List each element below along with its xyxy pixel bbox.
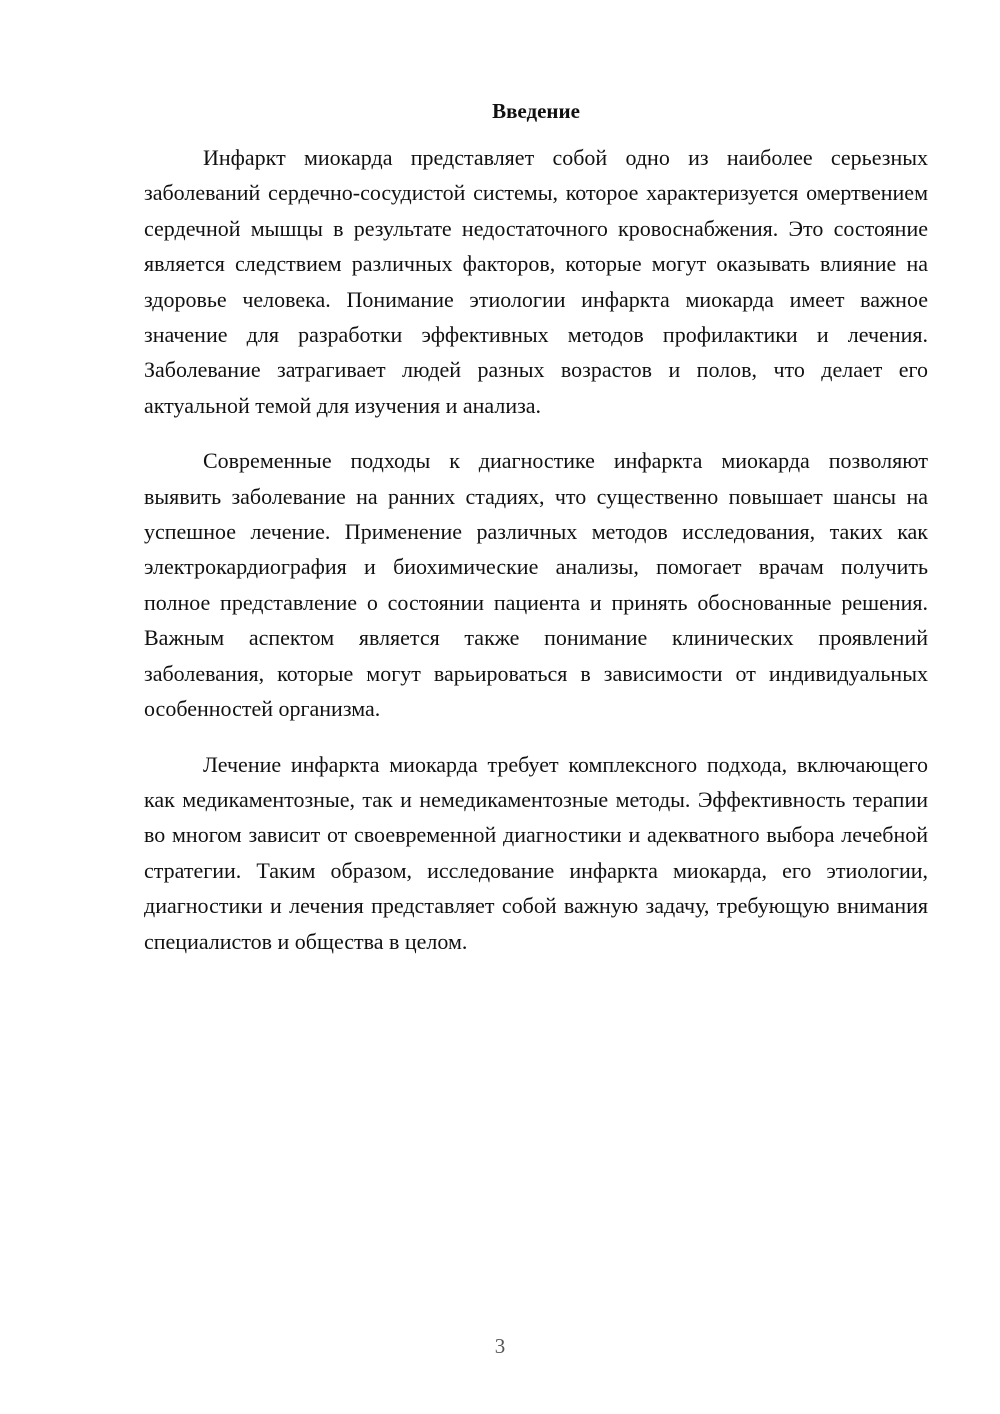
paragraph-1: Инфаркт миокарда представляет собой одно из наиболее серьезных заболеваний сердечно-сосудистой системы, которое характеризуется омертвением сердечной мышцы в результате недостаточного кровоснабжения. Это состояние является следствием различных факторов, которые могут оказывать влияние на здоровье человека. Понимание этиологии инфаркта миокарда имеет важное значение для разработки эффективных методов профилактики и лечения. Заболевание затрагивает людей разных возрастов и полов, что делает его актуальной темой для изучения и анализа. — [144, 145, 928, 418]
page-number: 3 — [494, 1334, 506, 1358]
page-content — [144, 96, 928, 979]
paragraph-3: Лечение инфаркта миокарда требует комплексного подхода, включающего как медикаментозные, так и немедикаментозные методы. Эффективность терапии во многом зависит от своевременной диагностики и адекватного выбора лечебной стратегии. Таким образом, исследование инфаркта миокарда, его этиологии, диагностики и лечения представляет собой важную задачу, требующую внимания специалистов и общества в целом. — [144, 751, 928, 954]
paragraph-2: Современные подходы к диагностике инфаркта миокарда позволяют выявить заболевание на ранних стадиях, что существенно повышает шансы на успешное лечение. Применение различных методов исследования, таких как электрокардиография и биохимические анализы, помогает врачам получить полное представление о состоянии пациента и принять обоснованные решения. Важным аспектом является также понимание клинических проявлений заболевания, которые могут варьироваться в зависимости от индивидуальных особенностей организма. — [144, 448, 928, 722]
section-heading: Введение — [492, 99, 580, 123]
